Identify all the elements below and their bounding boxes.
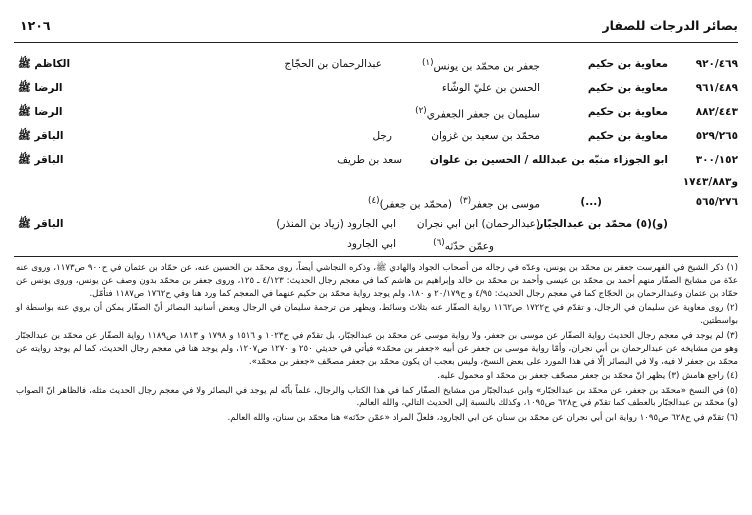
- running-title: بصائر الدرجات للصفار: [602, 18, 738, 33]
- imam-name: الرضا ﷺ: [18, 106, 63, 118]
- chain-row: [0, 154, 752, 174]
- footnote: (٦) تقدّم في ح٦٢٨ ص١٠٩٥ رواية ابن أبي نجران عن محمّد بن سنان عن ابي الجارود، فلعلّ المراد «عمّن حدّثه» هنا محمّد بن سنان، والله العالم.: [227, 412, 738, 423]
- narrator-2-name: موسى بن جعفر: [471, 198, 540, 211]
- narrator-2: [460, 196, 540, 211]
- footnote-marker: (١): [421, 58, 434, 68]
- narrator-3-name: (محمّد بن جعفر): [379, 198, 452, 211]
- hadith-number: ٨٨٢/٤٤٣: [695, 106, 738, 118]
- footnotes: [16, 262, 738, 426]
- hadith-number: ٣٠٠/١٥٢: [695, 154, 738, 166]
- footnote: (١) ذكر الشيخ في الفهرست جعفر بن محمّد بن يونس، وعدّه في رجاله من أصحاب الجواد والهادي ﷺ، وذكره النجاشي أيضاً، روى محمّد بن الحسين عنه، عن حمّاد بن عثمان في ح٩٠٠ ص١١٧٣، وروى عنه عدّة من مشايخ الصفّار منهم أحمد بن محمّد بن عيسى وأحمد بن محمّد بن خالد وإبراهيم بن هاشم كما في معجم رجال الحديث: ٤/١٢٣ ـ ١٢٥، وروى جعفر بن محمّد بدون وصف عن يونس، وروى يونس عن حمّاد بن عثمان وعبدالرحمان بن الحجّاج كما في معجم رجال الحديث: ٤/٩٥ و ح٢٠/١٧٩ و ١٨٠، ولم يوجد رواية محمّد بن حكيم عنهما في المعجم كما ورد هنا وفي ح١٧٦٢ ص١١٨٧ فتأمّل.: [16, 263, 738, 299]
- narrator-2-name: سليمان بن جعفر الجعفري: [426, 108, 540, 121]
- header-rule: [14, 42, 738, 43]
- narrator-2: [422, 58, 540, 73]
- hadith-number: ٩٢٠/٤٦٩: [695, 58, 738, 70]
- imam-name: الكاظم ﷺ: [18, 58, 71, 70]
- narrator-2: [415, 106, 540, 121]
- chain-row: [0, 106, 752, 126]
- narrator-3: عبدالرحمان بن الحجّاج: [284, 58, 382, 70]
- footnote-marker: (٤): [368, 196, 380, 206]
- imam-name: الباقر ﷺ: [18, 130, 64, 142]
- narrator-2: (عبدالرحمان) ابن ابي نجران: [416, 218, 540, 230]
- footnote-rule: [14, 256, 738, 257]
- footnote-marker: (٣): [459, 196, 472, 206]
- chain-row: [0, 218, 752, 238]
- narrator-2: [433, 238, 494, 253]
- chain-row: [0, 130, 752, 150]
- hadith-number: و١٧٤٣/٨٨٣: [682, 176, 738, 188]
- chain-row: [0, 176, 752, 196]
- narrator-2-name: وعمّن حدّثه: [444, 240, 494, 253]
- narrator-3: [368, 196, 452, 211]
- imam-name: الرضا ﷺ: [18, 82, 63, 94]
- chain-row: [0, 196, 752, 216]
- chain-row: [0, 82, 752, 102]
- footnote: (٣) لم يوجد في معجم رجال الحديث رواية الصفّار عن موسى بن جعفر، ولا رواية موسى عن محمّد بن عبدالجبّار، بل تقدّم في ح١٠٢٣ و ١٥١٦ و ١٧٩٨ و ١٨١٣ ص١١٨٩ رواية الصفّار عن محمّد بن عبدالجبّار وهو من مشايخه عن عبدالرحمان بن أبي نجران، وأمّا رواية موسى بن جعفر عن أبيه «جعفر بن محمّد» فيأتي في حديثي ٢٥٠ و ١٢٧٠ ص١٢٠٧، ولم يوجد هنا في معجم رجال الحديث، كما لم يوجد روايته عن محمّد بن جعفر لا فيه، ولا في البصائر إلّا في هذا المورد على بعض النسخ، وليس بعجب ان يكون محمّد بن جعفر مصحّف «جعفر بن محمّد».: [16, 330, 738, 367]
- narrator-1: (...): [580, 196, 602, 208]
- imam-name: الباقر ﷺ: [18, 218, 64, 230]
- footnote: (٢) روى معاوية عن سليمان في الرجال، و تقدّم في ح١٧٢٢ ص١١٦٢ رواية الصفّار عنه بثلاث وسائط، ويظهر من ترجمة سليمان في الرجال وبعض أسانيد البصائر أنّ الصفّار يمكن أن يروي عنه بواسطة او بواسطتين.: [16, 303, 738, 327]
- narrator-2: محمّد بن سعيد بن غزوان: [431, 130, 540, 142]
- hadith-number: ٥٦٥/٢٧٦: [695, 196, 738, 208]
- narrator-3: رجل: [372, 130, 392, 142]
- narrator-1: معاوية بن حكيم: [587, 106, 668, 118]
- narrator-2: الحسن بن عليّ الوشّاء: [441, 82, 540, 94]
- narrator-2-name: جعفر بن محمّد بن يونس: [433, 60, 540, 73]
- page-number: ١٢٠٦: [20, 18, 51, 33]
- hadith-number: ٥٢٩/٢٦٥: [695, 130, 738, 142]
- chain-row: [0, 238, 752, 258]
- footnote: (٥) في النسخ «محمّد بن جعفر، عن محمّد بن عبدالجبّار» وابن عبدالجبّار من مشايخ الصفّار كما في هذا الكتاب والرجال، علماً بأنّه لم يوجد في البصائر ولا في معجم رجال الحديث مثله، فالظاهر انّ الصواب (و) محمّد بن عبدالجبّار بالعطف كما تقدّم في ح٦٢٨ ص١٠٩٥، وكذلك بالنسبة إلى الحديث التالي، والله العالم.: [16, 385, 738, 409]
- footnote-marker: (٦): [433, 238, 445, 248]
- narrator-3: ابي الجارود (زياد بن المنذر): [276, 218, 396, 230]
- narrator-1: معاوية بن حكيم: [587, 58, 668, 70]
- chain-row: [0, 58, 752, 78]
- narrator-1: (و)(٥) محمّد بن عبدالجبّار: [537, 218, 668, 230]
- imam-name: الباقر ﷺ: [18, 154, 64, 166]
- footnote-marker: (٢): [415, 106, 427, 116]
- narrator-1: ابو الجوزاء منبّه بن عبدالله / الحسين بن علوان: [430, 154, 668, 166]
- narrator-2: سعد بن طريف: [337, 154, 402, 166]
- narrator-1: معاوية بن حكيم: [587, 82, 668, 94]
- hadith-number: ٩٦١/٤٨٩: [695, 82, 738, 94]
- narrator-3: ابي الجارود: [347, 238, 396, 250]
- footnote: (٤) راجع هامش (٣) يظهر انّ محمّد بن جعفر مصحّف جعفر بن محمّد او محمول عليه.: [437, 371, 738, 382]
- narrator-1: معاوية بن حكيم: [587, 130, 668, 142]
